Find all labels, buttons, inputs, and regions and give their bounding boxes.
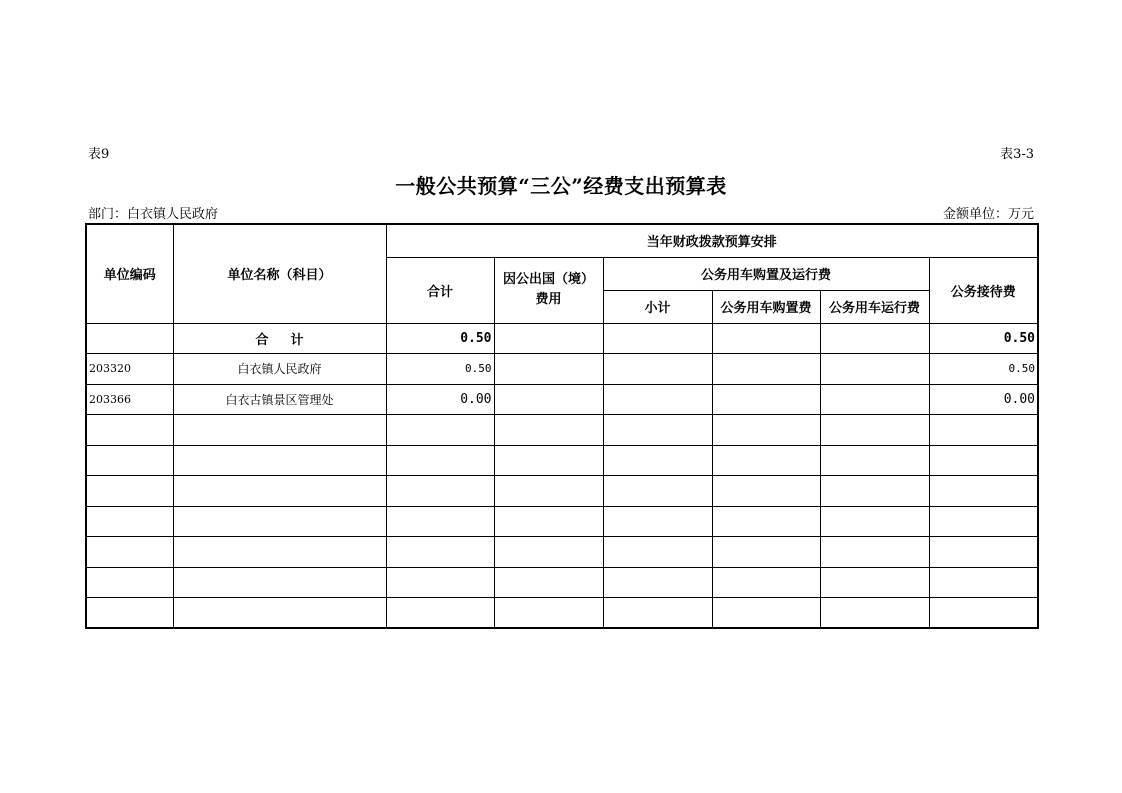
empty-cell	[173, 475, 386, 506]
empty-cell	[603, 567, 712, 597]
empty-cell	[494, 475, 603, 506]
row-vehicle-operation	[820, 384, 929, 414]
summary-abroad	[494, 323, 603, 353]
empty-row	[86, 536, 1038, 567]
empty-cell	[386, 567, 494, 597]
empty-cell	[173, 506, 386, 536]
row-vehicle-purchase	[712, 353, 820, 384]
empty-cell	[929, 445, 1038, 475]
empty-cell	[86, 536, 173, 567]
header-subtotal: 小计	[603, 290, 712, 323]
empty-cell	[712, 597, 820, 628]
empty-cell	[929, 506, 1038, 536]
empty-cell	[386, 536, 494, 567]
empty-row	[86, 506, 1038, 536]
empty-cell	[712, 567, 820, 597]
department-label: 部门：白衣镇人民政府	[88, 207, 219, 222]
table-number: 表9	[88, 147, 110, 162]
empty-cell	[820, 597, 929, 628]
empty-cell	[386, 506, 494, 536]
empty-row	[86, 567, 1038, 597]
empty-cell	[494, 445, 603, 475]
empty-row	[86, 445, 1038, 475]
empty-cell	[929, 475, 1038, 506]
empty-cell	[494, 414, 603, 445]
empty-cell	[86, 506, 173, 536]
row-total: 0.00	[386, 384, 494, 414]
empty-cell	[173, 597, 386, 628]
empty-cell	[603, 506, 712, 536]
empty-row	[86, 414, 1038, 445]
empty-cell	[86, 445, 173, 475]
row-subtotal	[603, 384, 712, 414]
row-name: 白衣镇人民政府	[173, 353, 386, 384]
row-total: 0.50	[386, 353, 494, 384]
amount-unit-label: 金额单位：万元	[942, 207, 1034, 222]
summary-subtotal	[603, 323, 712, 353]
empty-row	[86, 597, 1038, 628]
empty-cell	[603, 414, 712, 445]
summary-row	[86, 323, 1038, 353]
empty-cell	[603, 536, 712, 567]
empty-cell	[929, 567, 1038, 597]
header-unit-code: 单位编码	[86, 224, 173, 323]
summary-vehicle-operation	[820, 323, 929, 353]
row-reception: 0.00	[929, 384, 1038, 414]
empty-cell	[494, 506, 603, 536]
header-total: 合计	[386, 257, 494, 323]
empty-cell	[820, 445, 929, 475]
summary-total: 0.50	[386, 323, 494, 353]
empty-cell	[603, 597, 712, 628]
empty-cell	[929, 414, 1038, 445]
header-unit-name: 单位名称（科目）	[173, 224, 386, 323]
empty-row	[86, 475, 1038, 506]
empty-cell	[494, 567, 603, 597]
empty-cell	[820, 567, 929, 597]
budget-table	[85, 223, 1039, 629]
header-current-year-group: 当年财政拨款预算安排	[386, 224, 1038, 257]
table-row	[86, 384, 1038, 414]
row-reception: 0.50	[929, 353, 1038, 384]
header-abroad: 因公出国（境）费用	[494, 257, 603, 323]
empty-cell	[712, 475, 820, 506]
empty-cell	[494, 597, 603, 628]
empty-cell	[603, 475, 712, 506]
empty-cell	[494, 536, 603, 567]
empty-cell	[173, 536, 386, 567]
row-subtotal	[603, 353, 712, 384]
table-row	[86, 353, 1038, 384]
empty-cell	[712, 445, 820, 475]
empty-cell	[712, 536, 820, 567]
row-vehicle-purchase	[712, 384, 820, 414]
empty-cell	[386, 445, 494, 475]
empty-cell	[929, 597, 1038, 628]
page-title: 一般公共预算“三公”经费支出预算表	[395, 174, 727, 198]
empty-cell	[86, 567, 173, 597]
row-name: 白衣古镇景区管理处	[173, 384, 386, 414]
header-vehicle-group: 公务用车购置及运行费	[603, 257, 929, 290]
reference-number: 表3-3	[1000, 147, 1034, 162]
row-abroad	[494, 353, 603, 384]
header-vehicle-operation: 公务用车运行费	[820, 290, 929, 323]
summary-code-cell	[86, 323, 173, 353]
empty-cell	[386, 475, 494, 506]
empty-cell	[820, 475, 929, 506]
row-vehicle-operation	[820, 353, 929, 384]
empty-cell	[820, 414, 929, 445]
empty-cell	[386, 597, 494, 628]
summary-reception: 0.50	[929, 323, 1038, 353]
summary-vehicle-purchase	[712, 323, 820, 353]
empty-cell	[820, 506, 929, 536]
row-code: 203320	[86, 353, 173, 384]
empty-cell	[173, 567, 386, 597]
empty-cell	[603, 445, 712, 475]
header-vehicle-purchase: 公务用车购置费	[712, 290, 820, 323]
header-reception: 公务接待费	[929, 257, 1038, 323]
empty-cell	[86, 475, 173, 506]
empty-cell	[86, 414, 173, 445]
empty-cell	[820, 536, 929, 567]
row-abroad	[494, 384, 603, 414]
empty-cell	[173, 445, 386, 475]
empty-cell	[173, 414, 386, 445]
empty-cell	[712, 414, 820, 445]
empty-cell	[712, 506, 820, 536]
row-code: 203366	[86, 384, 173, 414]
empty-cell	[86, 597, 173, 628]
empty-cell	[929, 536, 1038, 567]
empty-cell	[386, 414, 494, 445]
summary-label: 合计	[173, 323, 386, 353]
